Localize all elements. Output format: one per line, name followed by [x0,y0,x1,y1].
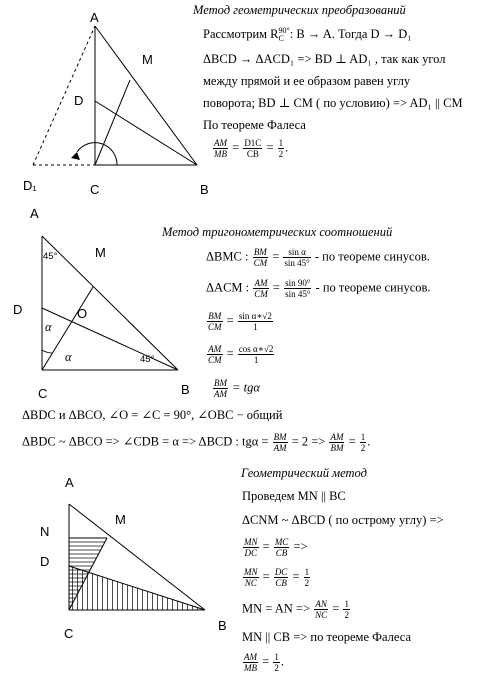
denominator: MB [214,149,227,159]
equals: = [226,313,234,328]
label-d1: D [74,93,84,108]
section3-line2: ΔCNM ~ ΔBCD ( по острому углу) => [242,513,444,527]
equals: = [272,280,280,295]
denominator: CB [275,578,287,588]
text: ΔACM : [206,280,250,295]
fraction [243,567,259,588]
fraction [274,567,289,588]
text: ΔBDC ~ ΔBCO => ∠CDB = α => ΔBCD : tgα = [22,434,269,449]
text: = 2 => [291,434,326,449]
numerator: sin 90° [285,278,311,288]
fraction [314,599,328,620]
denominator: 1 [253,322,258,332]
text: ΔBMC : [206,249,249,264]
numerator: AM [214,138,227,148]
label-a3: A [65,475,74,490]
label-m1: M [142,52,153,67]
equals: = [348,434,356,449]
section2-heading: Метод тригонометрических соотношений [162,225,393,239]
denominator: AM [273,443,287,453]
numerator: BM [208,311,222,321]
section1-line4: поворота; BD ⊥ CM ( по условию) => AD₁ || CM [203,96,463,110]
label-45-top: 45° [43,251,58,262]
numerator: D1C [244,138,262,148]
period: . [280,654,284,669]
section3-ratio3 [242,599,351,620]
label-alpha2: α [65,350,72,364]
section1-line5: По теореме Фалеса [203,118,306,132]
label-c2: C [38,386,48,401]
section3-final-ratio [242,652,284,673]
numerator: 1 [304,567,310,577]
text: Рассмотрим R [203,27,279,41]
label-d3: D [40,554,50,569]
numerator: BM [253,247,267,257]
fraction [343,599,350,620]
equals: = [292,569,300,584]
denominator: sin 45° [284,258,310,268]
subscript: C [278,34,284,44]
numerator: 1 [344,599,349,609]
denominator: CM [208,355,222,365]
equals: = [262,569,270,584]
section3-line6: MN || CB => по теореме Фалеса [242,630,412,644]
fraction [274,537,290,558]
label-m2: M [95,245,106,260]
label-a2: A [30,206,39,221]
denominator: BM [330,443,344,453]
denominator: CB [275,548,288,558]
numerator: cos α∗√2 [238,344,274,354]
equals: = [262,539,270,554]
label-m3: M [115,512,126,527]
numerator: MN [244,537,258,547]
equals: = [272,249,280,264]
period: . [285,140,289,155]
denominator: 1 [253,355,259,365]
equals: = [332,601,340,616]
denominator: CM [208,322,222,332]
denominator: 2 [274,663,279,673]
section1-heading: Метод геометрических преобразований [193,3,406,17]
fraction [273,652,280,673]
numerator: AM [208,344,222,354]
numerator: sin α∗√2 [238,311,272,321]
section2-line-a: ΔBDC и ΔBCO, ∠O = ∠C = 90°, ∠OBC − общий [22,408,283,422]
section3-line1: Проведем MN || BC [242,489,346,503]
denominator: CM [254,289,268,299]
equals: = [226,346,234,361]
text: MN = AN => [242,601,311,616]
superscript: 90° [278,26,290,36]
label-b2: B [181,382,190,397]
equals: = [262,654,270,669]
numerator: BM [214,378,227,388]
denominator: DC [244,548,257,558]
fraction [243,537,259,558]
numerator: sin α [283,247,310,258]
numerator: MN [244,567,258,577]
denominator: 2 [344,610,349,620]
section3-heading: Геометрический метод [241,466,367,480]
denominator: MB [244,663,257,673]
period: . [367,434,371,449]
numerator: 1 [278,138,284,148]
section1-line3: между прямой и ее образом равен углу [203,74,411,88]
denominator: CB [246,149,259,159]
label-d2: D [13,302,23,317]
section3-ratio1 [242,537,308,558]
text: : B → A. Тогда D → D₁ [289,27,412,41]
numerator: AN [315,599,327,609]
fraction [304,567,311,588]
equals: = [266,140,274,155]
label-a1: A [90,10,99,25]
label-o2: O [77,306,88,321]
denominator: sin 45° [285,289,311,299]
label-n3: N [40,524,50,539]
section1-line2: ΔBCD → ΔACD₁ => BD ⊥ AD₁ , так как угол [203,52,446,66]
label-b3: B [218,618,227,633]
numerator: 1 [360,432,366,442]
label-alpha1: α [45,320,52,334]
section3-ratio2 [242,567,311,588]
denominator: NC [315,610,328,620]
numerator: AM [254,278,268,288]
denominator: 2 [360,443,366,453]
denominator: 2 [278,149,284,159]
fraction [243,652,258,673]
label-c3: C [64,626,74,641]
label-d1-prime: D₁ [23,178,37,193]
label-b1: B [200,182,209,197]
label-c1: C [90,182,100,197]
denominator: AM [214,389,227,399]
denominator: 2 [304,578,310,588]
denominator: CM [253,258,268,268]
text: - по теореме синусов. [315,280,431,295]
numerator: DC [274,567,288,577]
numerator: AM [330,432,344,442]
numerator: BM [273,432,287,442]
denominator: NC [244,578,257,588]
numerator: MC [274,537,289,547]
numerator: AM [244,652,257,662]
numerator: 1 [274,652,279,662]
text: - по теореме синусов. [314,249,430,264]
label-45-bottom: 45° [140,354,155,365]
equals: = [232,140,240,155]
equals-tg: = tgα [232,380,260,395]
implies: => [293,539,308,554]
